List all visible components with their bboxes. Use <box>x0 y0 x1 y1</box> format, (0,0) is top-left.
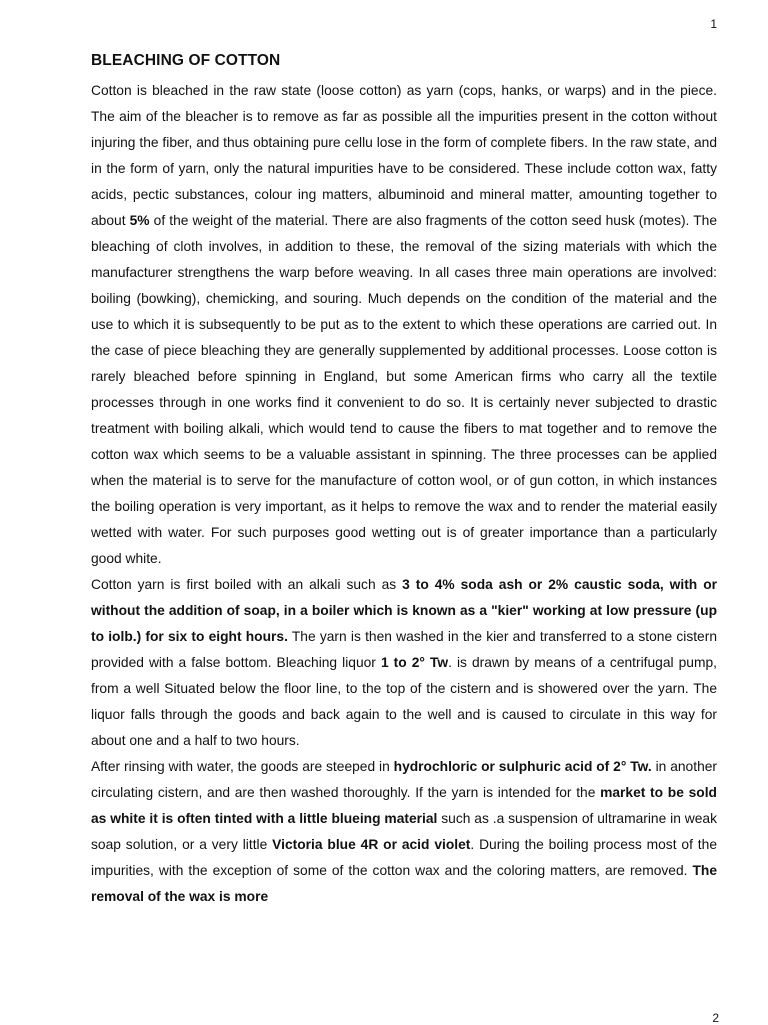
document-body <box>91 50 717 910</box>
bold-text-run: 1 to 2° Tw <box>380 655 449 670</box>
page-number-bottom: 2 <box>712 1011 719 1025</box>
text-run: . is drawn by means of a centrifugal pump, from a well Situated below the floor line, to the top of the cistern and is showered over the yarn. The liquor falls through the goods and back again to the well and is caused to circulate in this way for about one and a half to two hours. <box>91 655 717 748</box>
paragraph-2 <box>91 572 717 754</box>
text-run: After rinsing with water, the goods are steeped in <box>91 759 394 774</box>
text-run: . During the boiling process most of the impurities, with the exception of some of the cotton wax and the coloring matters, are removed. <box>91 837 717 878</box>
bold-text-run: hydrochloric or sulphuric acid of 2° Tw. <box>393 759 652 774</box>
document-title: BLEACHING OF COTTON <box>91 52 281 69</box>
paragraph-1 <box>91 78 717 572</box>
text-run: Cotton is bleached in the raw state (loose cotton) as yarn (cops, hanks, or warps) and in the piece. The aim of the bleacher is to remove as far as possible all the impurities present in the cotton without injuring the fiber, and thus obtaining pure cellu lose in the form of complete fibers. In the raw state, and in the form of yarn, only the natural impurities have to be considered. These include cotton wax, fatty acids, pectic substances, colour ing matters, albuminoid and mineral matter, amounting together to about <box>91 83 717 228</box>
text-run: Cotton yarn is first boiled with an alkali such as <box>91 577 403 592</box>
bold-text-run: The removal of the wax is more <box>91 863 717 904</box>
text-run: such as .a suspension of ultramarine in weak soap solution, or a very little <box>91 811 718 852</box>
bold-text-run: 5% <box>129 213 150 228</box>
text-run: in another circulating cistern, and are then washed thoroughly. If the yarn is intended for the <box>91 759 718 800</box>
bold-text-run: market to be sold as white it is often tinted with a little blueing material <box>91 785 717 826</box>
paragraph-3 <box>91 754 717 910</box>
text-run: of the weight of the material. There are also fragments of the cotton seed husk (motes). The bleaching of cloth involves, in addition to these, the removal of the sizing materials with which the manufacturer strengthens the warp before weaving. In all cases three main operations are involved: boiling (bowking), chemicking, and souring. Much depends on the condition of the material and the use to which it is subsequently to be put as to the extent to which these operations are carried out. In the case of piece bleaching they are generally supplemented by additional processes. Loose cotton is rarely bleached before spinning in England, but some American firms who carry all the textile processes through in one works find it convenient to do so. It is certainly never subjected to drastic treatment with boiling alkali, which would tend to cause the fibers to mat together and to remove the cotton wax which seems to be a valuable assistant in spinning. The three processes can be applied when the material is to serve for the manufacture of cotton wool, or of gun cotton, in which instances the boiling operation is very important, as it helps to remove the wax and to render the material easily wetted with water. For such purposes good wetting out is of greater importance than a particularly good white. <box>91 213 718 566</box>
page-number-top: 1 <box>710 17 717 31</box>
bold-text-run: 3 to 4% soda ash or 2% caustic soda, with or without the addition of soap, in a boiler which is known as a "kier" working at low pressure (up to iolb.) for six to eight hours. <box>91 577 717 644</box>
bold-text-run: Victoria blue 4R or acid violet <box>272 837 471 852</box>
text-run: The yarn is then washed in the kier and transferred to a stone cistern provided with a false bottom. Bleaching liquor <box>91 629 717 670</box>
